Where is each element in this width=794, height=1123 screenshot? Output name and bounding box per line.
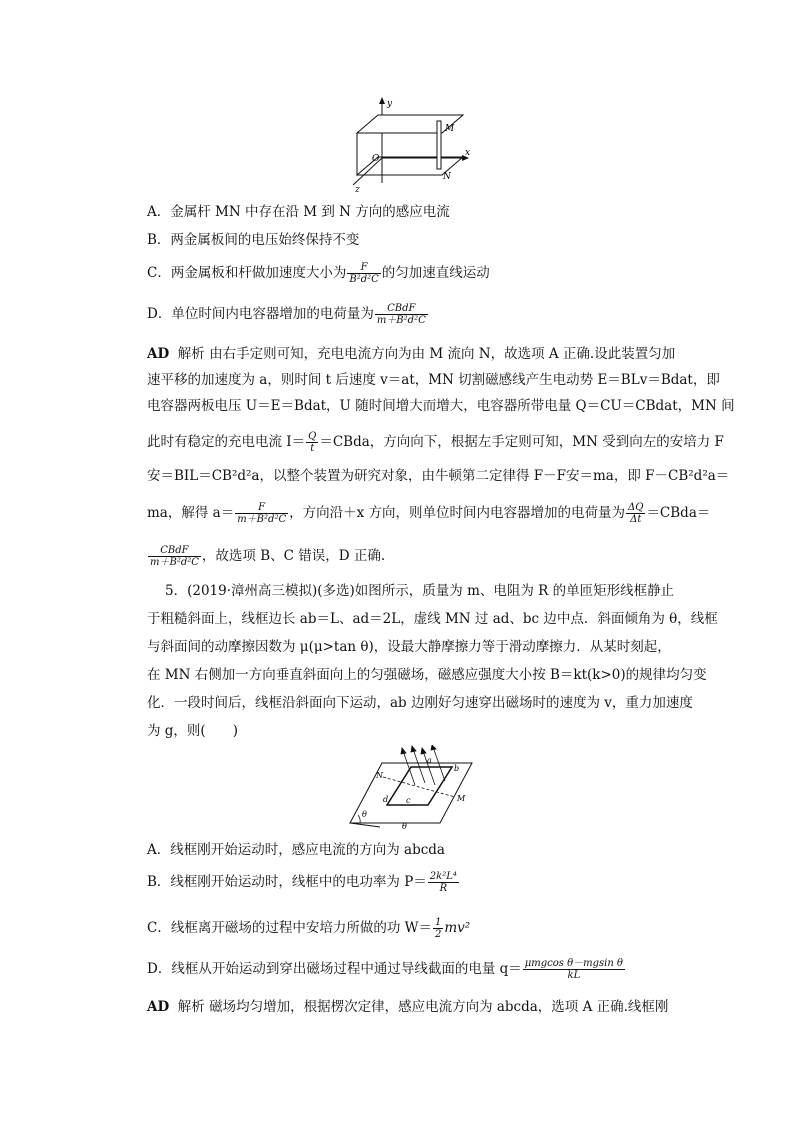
q4-analysis-line-2: 速平移的加速度为 a，则时间 t 后速度 v＝at，MN 切割磁感线产生电动势 E＝BLv＝Bdat，即 <box>147 372 720 388</box>
q5-option-a: A．线框刚开始运动时，感应电流的方向为 abcda <box>147 842 445 858</box>
q5-option-c-text: C．线框离开磁场的过程中安培力所做的功 W＝ <box>147 920 432 936</box>
fraction-denominator: B²d²C <box>349 274 379 285</box>
fraction-denominator: m＋B²d²C <box>237 514 287 525</box>
label-o: O <box>372 154 380 164</box>
analysis-text: ，故选项 B、C 错误，D 正确. <box>201 548 386 564</box>
q4-option-b: B．两金属板间的电压始终保持不变 <box>147 232 360 248</box>
figure-capacitor-plates <box>345 95 485 195</box>
q5-option-c <box>147 917 470 940</box>
fraction-denominator: Δt <box>630 514 642 525</box>
fraction-numerator: F <box>235 502 288 514</box>
fraction-numerator: CBdF <box>148 545 201 557</box>
q5-stem-line-5: 化．一段时间后，线框沿斜面向下运动，ab 边刚好匀速穿出磁场时的速度为 v，重力加速度 <box>147 695 693 711</box>
q4-option-d <box>147 303 429 326</box>
answer-label: AD <box>147 346 170 362</box>
analysis-text: ma，解得 a＝ <box>147 505 235 521</box>
answer-label: AD <box>147 999 170 1015</box>
figure-incline-frame <box>345 745 475 830</box>
label-theta-1: θ <box>362 810 367 819</box>
label-theta-2: θ <box>402 822 407 830</box>
label-d: d <box>383 795 389 804</box>
q4-analysis-line-6 <box>147 502 710 525</box>
analysis-text: 解析 由右手定则可知，充电电流方向为由 M 流向 N，故选项 A 正确.设此装置匀加 <box>177 346 676 362</box>
label-m: M <box>445 124 455 134</box>
q5-option-c-fraction <box>433 917 443 940</box>
q4-option-c <box>147 262 490 285</box>
q4-option-d-fraction <box>375 303 428 326</box>
q5-stem-line-3: 与斜面间的动摩擦因数为 μ(μ>tan θ)，设最大静摩擦力等于滑动摩擦力．从某时刻起， <box>147 639 671 655</box>
label-z: z <box>355 185 360 195</box>
q5-option-d-fraction <box>523 958 625 981</box>
q5-option-d-text: D．线框从开始运动到穿出磁场过程中通过导线截面的电量 q＝ <box>147 961 522 977</box>
label-n: N <box>376 771 383 780</box>
fraction-denominator: kL <box>567 970 581 981</box>
q4-option-c-fraction <box>347 262 380 285</box>
fraction-result <box>148 545 201 568</box>
fraction-numerator: 2k²L⁴ <box>429 871 457 882</box>
q4-option-c-suffix: 的匀加速直线运动 <box>381 265 490 281</box>
fraction-numerator: F <box>347 262 380 274</box>
label-b: b <box>454 764 460 773</box>
q4-option-a: A．金属杆 MN 中存在沿 M 到 N 方向的感应电流 <box>147 204 450 220</box>
q4-analysis-line-3: 电容器两板电压 U＝E＝Bdat，U 随时间增大而增大，电容器所带电量 Q＝CU＝CBdat，MN 间 <box>147 398 735 414</box>
q5-option-b <box>147 871 460 894</box>
q4-analysis-line-4 <box>147 431 724 454</box>
q5-stem-line-1: 5．(2019·漳州高三模拟)(多选)如图所示，质量为 m、电阻为 R 的单匝矩形线框静止 <box>165 583 675 599</box>
fraction-denominator: t <box>310 443 315 454</box>
fraction-denominator: m＋B²d²C <box>376 315 426 326</box>
fraction-numerator: Q <box>308 431 317 442</box>
label-a: a <box>427 756 432 765</box>
q5-stem-line-6: 为 g，则( ) <box>147 723 238 739</box>
q5-stem-line-4: 在 MN 右侧加一方向垂直斜面向上的匀强磁场，磁感应强度大小按 B＝kt(k>0)的规律均匀变 <box>147 667 707 683</box>
label-n: N <box>443 172 451 182</box>
fraction-numerator: CBdF <box>375 303 428 315</box>
analysis-text: 此时有稳定的充电电流 I＝ <box>147 434 306 450</box>
q5-stem-line-2: 于粗糙斜面上，线框边长 ab＝L、ad＝2L，虚线 MN 过 ad、bc 边中点．斜面倾角为 θ，线框 <box>147 611 718 627</box>
fraction-denominator: 2 <box>435 929 442 940</box>
label-x: x <box>465 148 471 158</box>
fraction-denominator: m＋B²d²C <box>150 557 199 568</box>
q4-analysis-line-1 <box>147 345 675 363</box>
q5-analysis-line-1 <box>147 998 668 1016</box>
fraction-q-over-t <box>306 431 318 454</box>
fraction-denominator: R <box>439 883 448 894</box>
label-c: c <box>406 796 411 805</box>
q4-analysis-line-7 <box>147 545 385 568</box>
analysis-text: ，方向沿＋x 方向，则单位时间内电容器增加的电荷量为 <box>289 505 626 521</box>
analysis-text: ＝CBda＝ <box>646 505 711 521</box>
fraction-numerator: μmgcos θ－mgsin θ <box>524 958 623 969</box>
analysis-text: 解析 磁场均匀增加，根据楞次定律，感应电流方向为 abcda，选项 A 正确.线框刚 <box>177 999 669 1015</box>
q4-analysis-line-5: 安＝BIL＝CB²d²a，以整个装置为研究对象，由牛顿第二定律得 F－F安＝ma，即 F－CB²d²a＝ <box>147 468 730 484</box>
q4-option-d-text: D．单位时间内电容器增加的电荷量为 <box>147 306 374 322</box>
q4-option-c-text: C．两金属板和杆做加速度大小为 <box>147 265 347 281</box>
label-y: y <box>387 99 393 109</box>
q5-option-d <box>147 958 626 981</box>
analysis-text: ＝CBda，方向向下，根据左手定则可知，MN 受到向左的安培力 F <box>319 434 724 450</box>
q5-option-b-fraction <box>428 871 459 894</box>
fraction-acceleration <box>235 502 288 525</box>
fraction-numerator: ΔQ <box>628 502 644 513</box>
fraction-numerator: 1 <box>435 917 442 928</box>
q5-option-c-suffix: mv² <box>444 920 471 936</box>
fraction-charge-rate <box>626 502 645 525</box>
q5-option-b-text: B．线框刚开始运动时，线框中的电功率为 P＝ <box>147 874 427 890</box>
label-m: M <box>457 794 466 803</box>
